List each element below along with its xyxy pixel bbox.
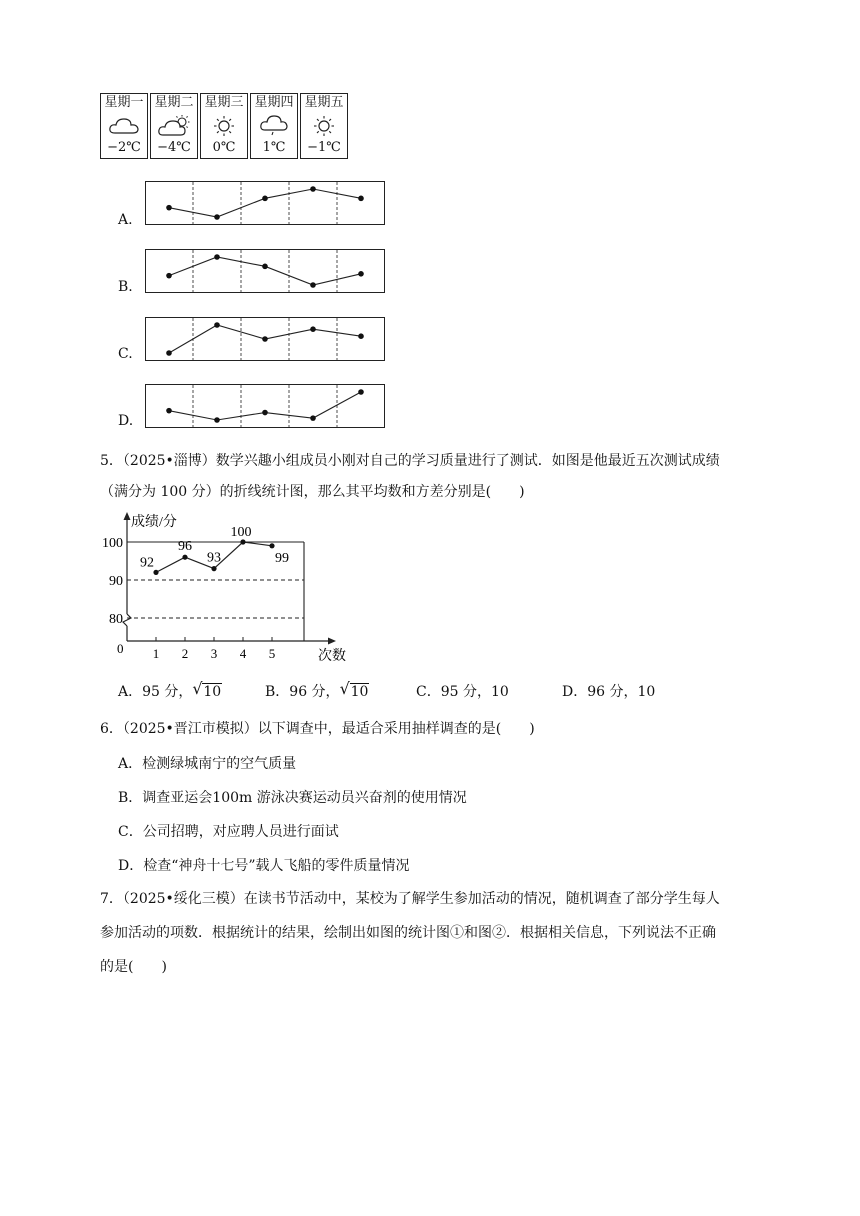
option-c-svg (145, 317, 385, 361)
option-a-graph (145, 181, 385, 225)
graph-frame (146, 182, 385, 225)
graph-point (214, 417, 220, 423)
q7-stem-line2: 参加活动的项数．根据统计的结果，绘制出如图的统计图①和图②．根据相关信息，下列说法不正确 (100, 925, 716, 941)
card-day: 星期五 (304, 95, 344, 110)
q7-stem-line1: 7．（2025•绥化三模）在读书节活动中，某校为了解学生参加活动的情况，随机调查了部分学生每人 (100, 891, 720, 907)
data-label: 93 (207, 550, 221, 566)
q5-option-b-text: B．96 分， (265, 684, 340, 700)
data-label: 92 (140, 555, 154, 571)
graph-line (169, 257, 361, 285)
graph-point (214, 214, 220, 220)
graph-point (358, 196, 364, 202)
graph-point (262, 410, 268, 416)
graph-point (358, 389, 364, 395)
x-tick-label: 5 (268, 646, 276, 661)
weather-card-fri (300, 93, 348, 159)
q6-option-b[interactable]: B．调查亚运会100m 游泳决赛运动员兴奋剂的使用情况 (118, 790, 467, 806)
q5-option-a[interactable] (118, 679, 222, 702)
card-temp: 0℃ (212, 140, 236, 155)
graph-point (262, 336, 268, 342)
data-point (240, 539, 245, 544)
y-axis-arrow (124, 512, 131, 520)
weather-card-tue (150, 93, 198, 159)
q5-option-d[interactable] (562, 682, 655, 702)
graph-point (310, 326, 316, 332)
x-tick-label: 3 (210, 646, 218, 661)
option-b-graph (145, 249, 385, 293)
sqrt-symbol: √ 10 (339, 679, 369, 700)
sun-icon (207, 114, 241, 138)
graph-point (214, 254, 220, 260)
q6-stem: 6．（2025•晋江市模拟）以下调查中，最适合采用抽样调查的是( ) (100, 721, 535, 737)
weather-card-thu (250, 93, 298, 159)
q6-option-c[interactable]: C．公司招聘，对应聘人员进行面试 (118, 824, 339, 840)
x-axis-label: 次数 (318, 649, 346, 664)
sun-icon (307, 114, 341, 138)
option-a-label: A. (118, 212, 133, 228)
graph-point (166, 408, 172, 414)
graph-point (262, 196, 268, 202)
q5-option-c[interactable] (416, 682, 509, 702)
data-point (182, 555, 187, 560)
card-day: 星期四 (254, 95, 294, 110)
graph-line (169, 189, 361, 217)
card-day: 星期一 (104, 95, 144, 110)
rain-cloud-icon (257, 114, 291, 138)
y-tick-label: 80 (109, 612, 123, 627)
data-point (211, 566, 216, 571)
weather-card-mon (100, 93, 148, 159)
graph-point (166, 205, 172, 211)
option-d-label: D. (118, 413, 134, 429)
graph-point (166, 273, 172, 279)
q5-option-b[interactable] (265, 679, 369, 702)
card-temp: −2℃ (107, 140, 141, 155)
x-tick-label: 1 (152, 646, 160, 661)
axis-break (123, 614, 131, 626)
x-tick-label: 2 (181, 646, 189, 661)
data-point (153, 570, 158, 575)
graph-point (166, 350, 172, 356)
q5-option-c-text: C．95 分，10 (416, 684, 509, 700)
q5-stem-line2: （满分为 100 分）的折线统计图，那么其平均数和方差分别是( ) (100, 484, 525, 500)
cloud-icon (107, 114, 141, 138)
card-temp: −4℃ (157, 140, 191, 155)
y-axis-label: 成绩/分 (131, 515, 177, 530)
q7-stem-line3: 的是( ) (100, 959, 167, 975)
y-tick-label: 90 (109, 574, 123, 589)
option-d-graph (145, 384, 385, 428)
score-line-chart (100, 508, 360, 668)
q5-option-d-text: D．96 分，10 (562, 684, 656, 700)
origin-label: 0 (117, 641, 124, 656)
graph-point (262, 264, 268, 270)
graph-frame (146, 385, 385, 428)
q5-option-a-text: A．95 分， (118, 684, 193, 700)
graph-point (310, 415, 316, 421)
option-b-label: B. (118, 279, 133, 295)
data-point (269, 543, 274, 548)
weather-cards (100, 93, 348, 159)
q5-option-a-radicand: 10 (203, 684, 222, 700)
q5-option-b-radicand: 10 (350, 684, 369, 700)
graph-point (358, 333, 364, 339)
weather-card-wed (200, 93, 248, 159)
option-c-graph (145, 317, 385, 361)
graph-point (310, 282, 316, 288)
card-day: 星期二 (154, 95, 194, 110)
y-tick-label: 100 (102, 536, 123, 551)
option-c-label: C. (118, 346, 133, 362)
card-temp: 1℃ (262, 140, 286, 155)
graph-point (358, 271, 364, 277)
data-label: 96 (178, 539, 192, 555)
graph-line (169, 392, 361, 420)
x-axis-arrow (328, 638, 336, 645)
sun-behind-cloud-icon (157, 114, 191, 138)
q5-stem-line1: 5．（2025•淄博）数学兴趣小组成员小刚对自己的学习质量进行了测试．如图是他最近五次测试成绩 (100, 453, 720, 469)
option-d-svg (145, 384, 385, 428)
data-label: 100 (230, 525, 252, 540)
sqrt-symbol: √ 10 (192, 679, 222, 700)
option-a-svg (145, 181, 385, 225)
option-b-svg (145, 249, 385, 293)
q6-option-a[interactable]: A．检测绿城南宁的空气质量 (118, 756, 297, 772)
graph-point (214, 322, 220, 328)
card-day: 星期三 (204, 95, 244, 110)
x-tick-label: 4 (239, 646, 247, 661)
graph-point (310, 186, 316, 192)
card-temp: −1℃ (307, 140, 341, 155)
data-label: 99 (275, 550, 289, 566)
q6-option-d[interactable]: D．检查“神舟十七号”载人飞船的零件质量情况 (118, 858, 410, 874)
